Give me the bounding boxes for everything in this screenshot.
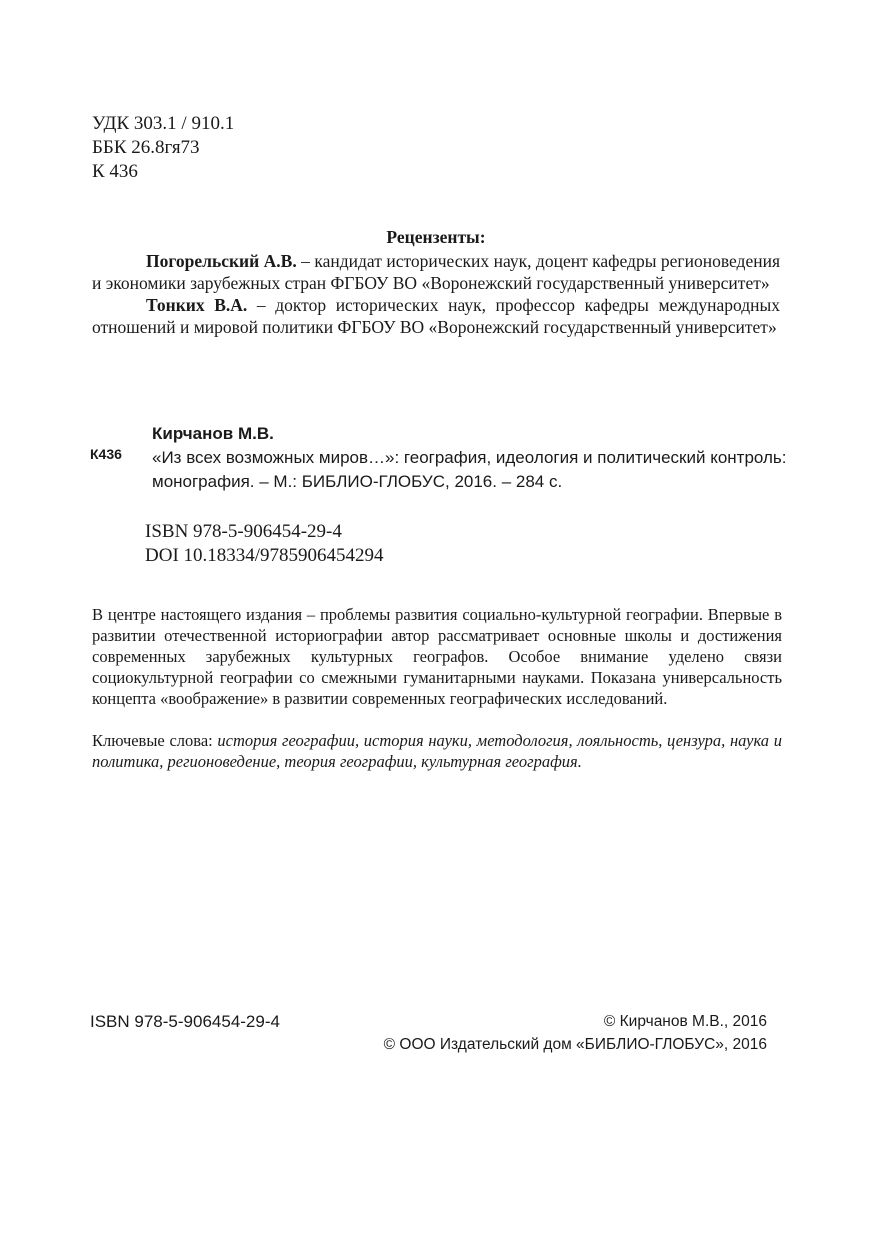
identifiers-block	[145, 520, 384, 568]
keywords	[92, 730, 782, 772]
reviewer-entry	[92, 294, 780, 338]
reviewer-description: – доктор исторических наук, профессор кафедры международных отношений и мировой политики ФГБОУ ВО «Воронежский государственный университет»	[92, 295, 780, 337]
classification-block	[92, 112, 234, 184]
udk-code: УДК 303.1 / 910.1	[92, 113, 235, 134]
catalog-cipher: К436	[90, 446, 122, 462]
reviewer-entry	[92, 250, 780, 294]
book-title-and-imprint: «Из всех возможных миров…»: география, идеология и политический контроль: монография. – М.: БИБЛИО-ГЛОБУС, 2016. – 284 с.	[152, 448, 787, 491]
reviewer-name: Тонких В.А.	[146, 295, 248, 315]
book-author: Кирчанов М.В.	[152, 424, 274, 443]
reviewer-name: Погорельский А.В.	[146, 251, 297, 271]
reviewer-description: – кандидат исторических наук, доцент кафедры регионоведения и экономики зарубежных стран ФГБОУ ВО «Воронежский государственный университет»	[92, 251, 780, 293]
reviewers-heading: Рецензенты:	[386, 227, 486, 247]
isbn-number: ISBN 978-5-906454-29-4	[145, 521, 342, 542]
author-sign: К 436	[92, 161, 138, 182]
copyright-publisher: © ООО Издательский дом «БИБЛИО-ГЛОБУС», 2016	[383, 1036, 767, 1053]
doi-number: DOI 10.18334/9785906454294	[145, 545, 384, 566]
bibliographic-description	[152, 422, 792, 494]
keywords-list: история географии, история науки, методология, лояльность, цензура, наука и политика, регионоведение, теория географии, культурная география.	[92, 731, 782, 771]
bbk-code: ББК 26.8гя73	[92, 137, 200, 158]
annotation-text: В центре настоящего издания – проблемы развития социально-культурной географии. Впервые в развитии отечественной историографии автор рассматривает основные школы и достижения современных зарубежных культурных географов. Особое внимание уделено связи социокультурной географии со смежными гуманитарными науками. Показана универсальность концепта «воображение» в развитии современных географических исследований.	[92, 605, 782, 708]
footer-isbn: ISBN 978-5-906454-29-4	[90, 1012, 280, 1031]
copyright-block	[384, 1010, 767, 1056]
keywords-label: Ключевые слова:	[92, 731, 218, 750]
copyright-author: © Кирчанов М.В., 2016	[603, 1013, 767, 1030]
reviewers-block	[92, 226, 780, 338]
